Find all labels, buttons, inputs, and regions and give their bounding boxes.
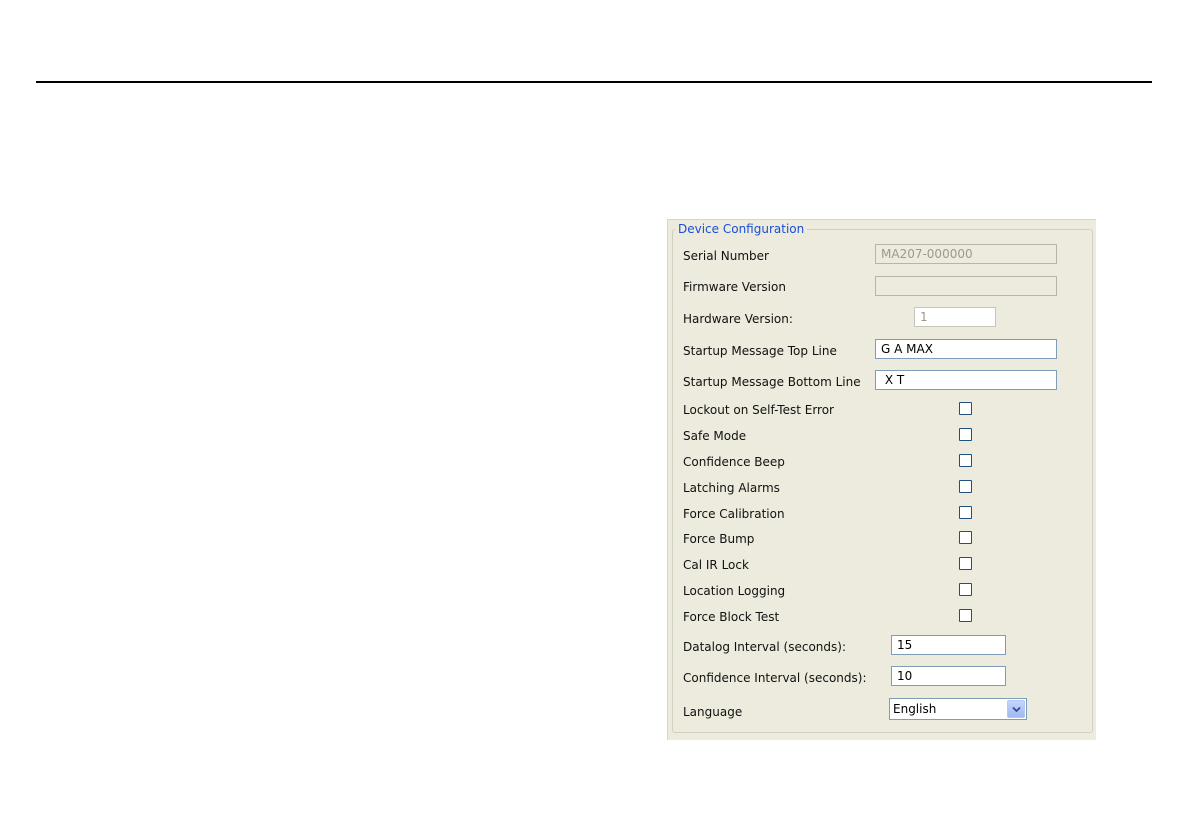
language-label: Language [683,705,743,719]
lockout-self-test-label: Lockout on Self-Test Error [683,403,834,417]
lockout-self-test-checkbox[interactable] [959,402,972,415]
confidence-beep-checkbox[interactable] [959,454,972,467]
location-logging-label: Location Logging [683,584,786,598]
startup-top-line-field[interactable] [875,339,1057,359]
startup-bottom-line-label: Startup Message Bottom Line [683,375,861,389]
datalog-interval-field[interactable] [891,635,1006,655]
hardware-version-label: Hardware Version: [683,312,793,326]
language-select[interactable] [889,698,1027,720]
force-calibration-checkbox[interactable] [959,506,972,519]
force-bump-label: Force Bump [683,532,755,546]
page-header-rule [36,81,1152,83]
serial-number-label: Serial Number [683,249,769,263]
language-select-value: English [893,702,937,716]
confidence-interval-field[interactable] [891,666,1006,686]
startup-bottom-line-field[interactable] [875,370,1057,390]
latching-alarms-label: Latching Alarms [683,481,780,495]
cal-ir-lock-label: Cal IR Lock [683,558,749,572]
firmware-version-field[interactable] [875,276,1057,296]
language-dropdown-button[interactable] [1007,700,1025,718]
safe-mode-checkbox[interactable] [959,428,972,441]
serial-number-field[interactable] [875,244,1057,264]
datalog-interval-label: Datalog Interval (seconds): [683,640,846,654]
confidence-beep-label: Confidence Beep [683,455,785,469]
firmware-version-label: Firmware Version [683,280,786,294]
cal-ir-lock-checkbox[interactable] [959,557,972,570]
chevron-down-icon [1012,706,1021,713]
group-title: Device Configuration [675,222,807,236]
confidence-interval-label: Confidence Interval (seconds): [683,671,867,685]
location-logging-checkbox[interactable] [959,583,972,596]
force-block-test-label: Force Block Test [683,610,780,624]
device-configuration-panel [667,219,1096,740]
force-calibration-label: Force Calibration [683,507,785,521]
force-block-test-checkbox[interactable] [959,609,972,622]
hardware-version-field[interactable] [914,307,996,327]
latching-alarms-checkbox[interactable] [959,480,972,493]
force-bump-checkbox[interactable] [959,531,972,544]
safe-mode-label: Safe Mode [683,429,747,443]
startup-top-line-label: Startup Message Top Line [683,344,837,358]
